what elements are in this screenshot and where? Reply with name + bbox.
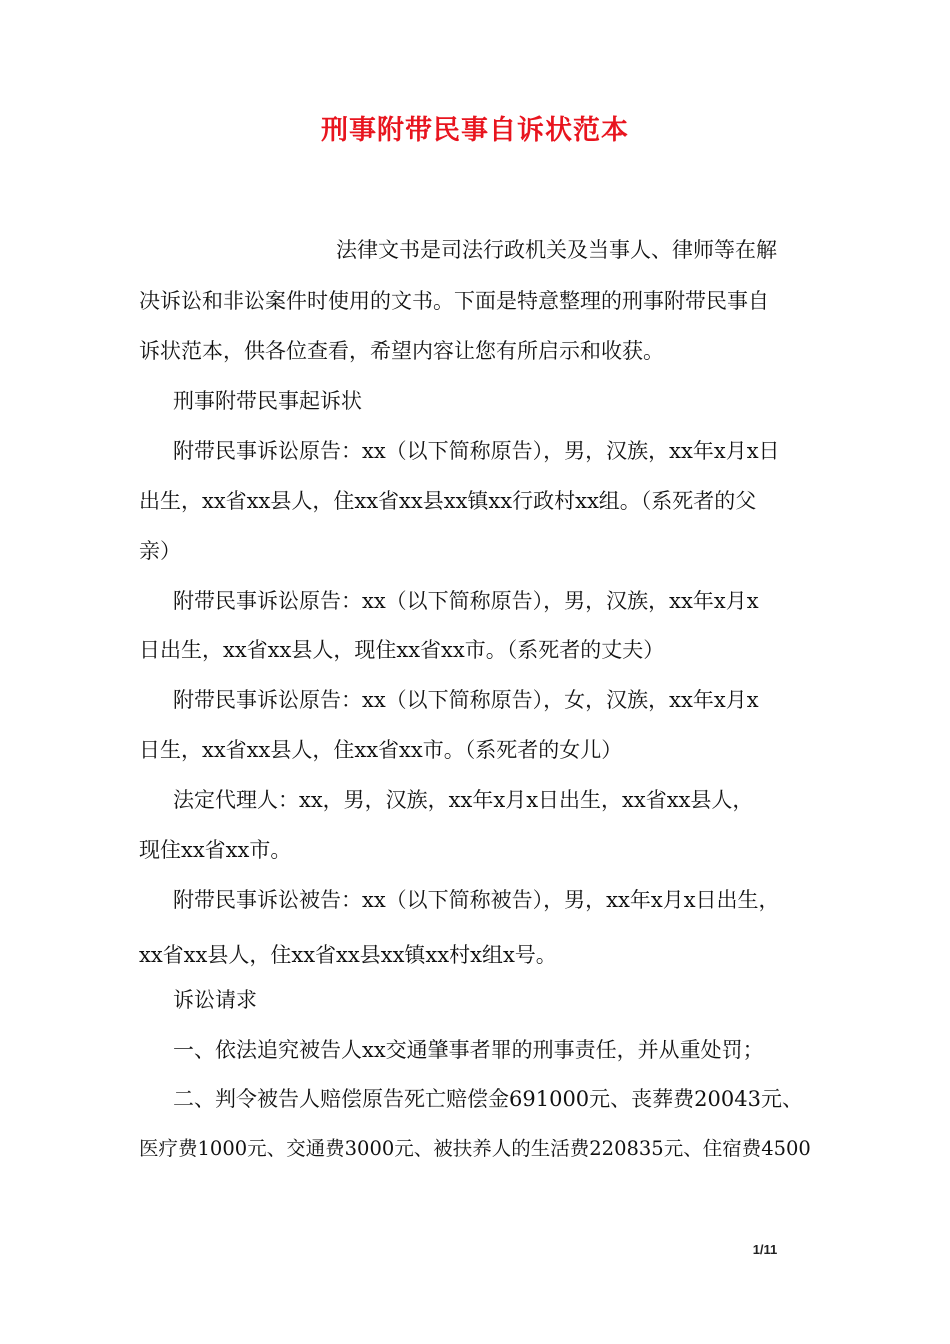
document-title: 刑事附带民事自诉状范本 (321, 115, 629, 146)
paragraph-line: 附带民事诉讼原告：xx（以下简称原告），男，汉族，xx年x月x日 (173, 439, 780, 463)
section-heading: 刑事附带民事起诉状 (173, 389, 362, 413)
paragraph-line: 医疗费1000元、交通费3000元、被扶养人的生活费220835元、住宿费4500 (139, 1137, 811, 1160)
paragraph-line: 诉状范本，供各位查看，希望内容让您有所启示和收获。 (139, 339, 664, 363)
section-heading: 诉讼请求 (173, 988, 257, 1012)
paragraph-line: 一、依法追究被告人xx交通肇事者罪的刑事责任，并从重处罚； (173, 1038, 764, 1062)
paragraph-line: 法定代理人：xx，男，汉族，xx年x月x日出生，xx省xx县人， (173, 788, 754, 812)
paragraph-line: 现住xx省xx市。 (139, 838, 292, 862)
paragraph-line: 日出生，xx省xx县人，现住xx省xx市。（系死者的丈夫） (139, 638, 665, 662)
paragraph-line: xx省xx县人，住xx省xx县xx镇xx村x组x号。 (139, 943, 557, 967)
paragraph-line: 决诉讼和非讼案件时使用的文书。下面是特意整理的刑事附带民事自 (139, 289, 769, 313)
paragraph-line: 出生，xx省xx县人，住xx省xx县xx镇xx行政村xx组。（系死者的父 (139, 489, 757, 513)
paragraph-line: 亲） (139, 539, 181, 563)
paragraph-line: 日生，xx省xx县人，住xx省xx市。（系死者的女儿） (139, 738, 623, 762)
paragraph-line: 附带民事诉讼原告：xx（以下简称原告），女，汉族，xx年x月x (173, 688, 759, 712)
paragraph-line: 附带民事诉讼原告：xx（以下简称原告），男，汉族，xx年x月x (173, 589, 759, 613)
paragraph-line: 法律文书是司法行政机关及当事人、律师等在解 (336, 238, 777, 262)
page-number: 1/11 (752, 1242, 778, 1257)
paragraph-line: 附带民事诉讼被告：xx（以下简称被告），男，xx年x月x日出生， (173, 888, 780, 912)
paragraph-line: 二、判令被告人赔偿原告死亡赔偿金691000元、丧葬费20043元、 (173, 1087, 803, 1111)
